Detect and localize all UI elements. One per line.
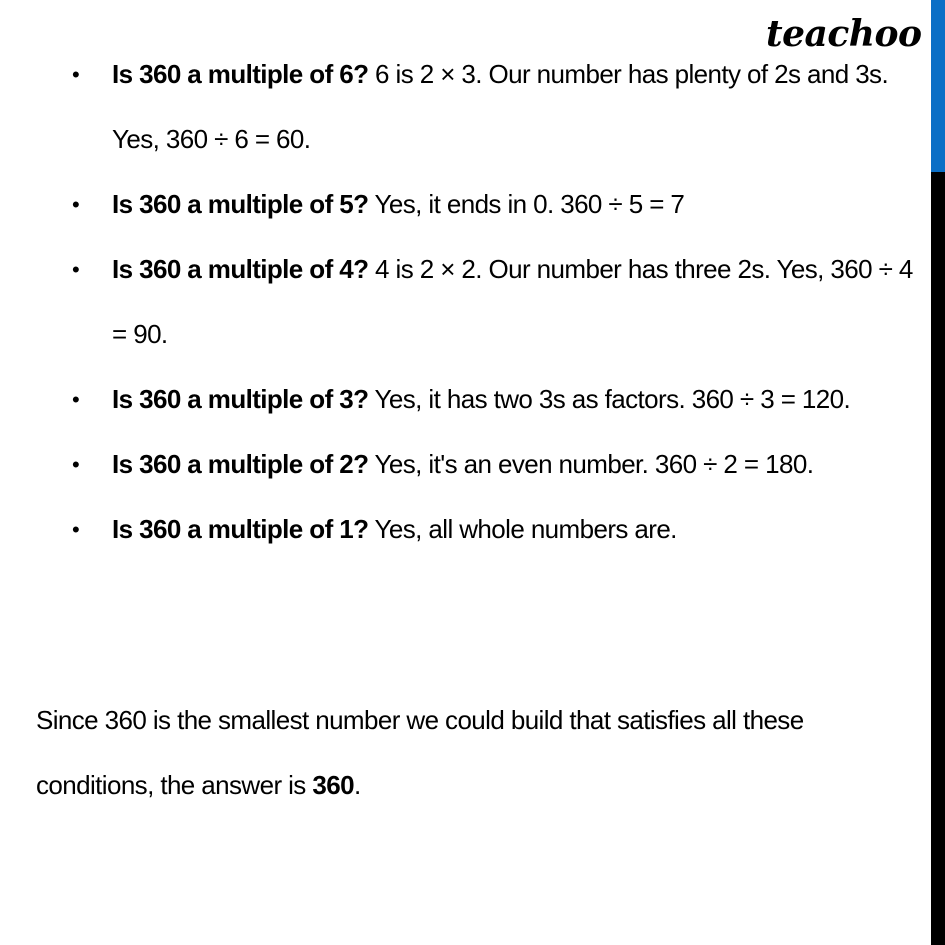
question: Is 360 a multiple of 3? — [112, 384, 369, 414]
conclusion-end: . — [353, 770, 361, 800]
bullet-icon: • — [72, 387, 80, 412]
question: Is 360 a multiple of 6? — [112, 59, 369, 89]
conclusion-text: Since 360 is the smallest number we could build that satisfies all these conditions, the answer is — [36, 705, 804, 800]
answer: 6 is 2 × 3. Our number has plenty of 2s and 3s. Yes, 360 ÷ 6 = 60. — [112, 59, 889, 154]
question: Is 360 a multiple of 5? — [112, 189, 369, 219]
answer: Yes, it ends in 0. 360 ÷ 5 = 7 — [368, 189, 685, 219]
bullet-icon: • — [72, 257, 80, 282]
sidebar-dark-bar — [931, 172, 945, 945]
list-item — [0, 432, 931, 497]
question: Is 360 a multiple of 2? — [112, 449, 369, 479]
final-answer: 360 — [312, 770, 354, 800]
question: Is 360 a multiple of 4? — [112, 254, 369, 284]
bullet-icon: • — [72, 62, 80, 87]
question: Is 360 a multiple of 1? — [112, 514, 369, 544]
list-item — [0, 237, 931, 367]
bullet-icon: • — [72, 192, 80, 217]
list-item — [0, 172, 931, 237]
list-item — [0, 367, 931, 432]
divisibility-checklist — [0, 42, 931, 562]
answer: Yes, all whole numbers are. — [368, 514, 677, 544]
list-item — [0, 42, 931, 172]
answer: 4 is 2 × 2. Our number has three 2s. Yes, 360 ÷ 4 = 90. — [112, 254, 913, 349]
sidebar-accent-bar — [931, 0, 945, 172]
conclusion-paragraph — [36, 688, 906, 818]
answer: Yes, it's an even number. 360 ÷ 2 = 180. — [368, 449, 814, 479]
list-item — [0, 497, 931, 562]
teachoo-logo: teachoo — [766, 13, 922, 55]
answer: Yes, it has two 3s as factors. 360 ÷ 3 = 120. — [368, 384, 851, 414]
bullet-icon: • — [72, 452, 80, 477]
bullet-icon: • — [72, 517, 80, 542]
